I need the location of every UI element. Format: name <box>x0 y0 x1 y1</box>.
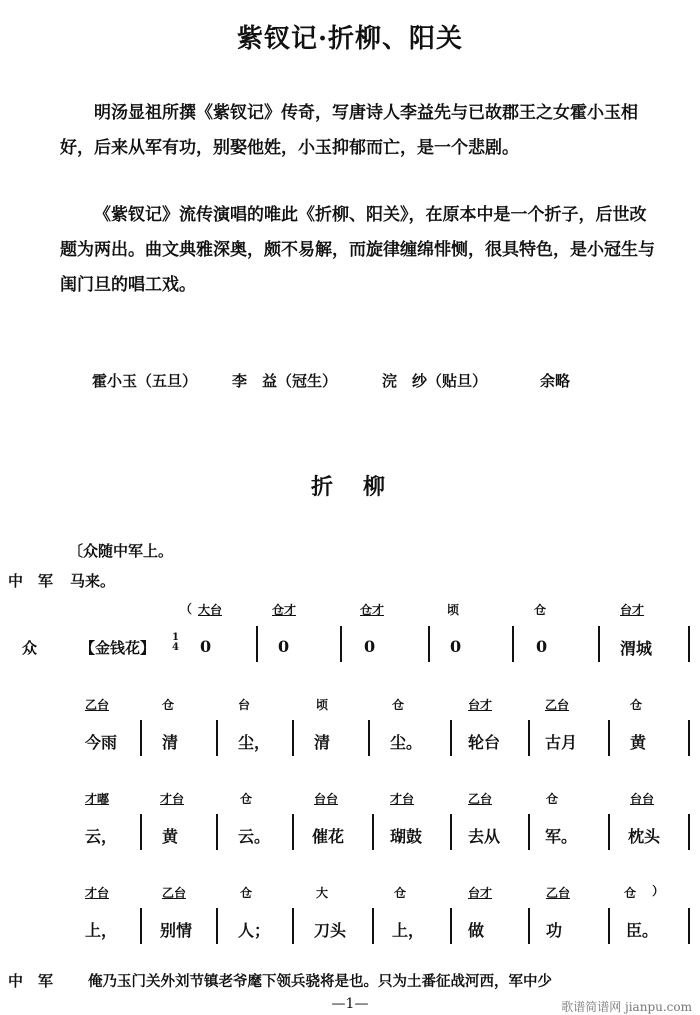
barline <box>368 720 370 756</box>
perc-r2-3: 台 <box>238 698 251 712</box>
time-signature: 1 4 <box>172 632 179 653</box>
perc-r3-4: 台台 <box>314 792 339 806</box>
perc-r2-5: 仓 <box>392 698 405 712</box>
perc-r4-5: 仓 <box>394 886 407 900</box>
barline <box>688 626 690 662</box>
page-title: 紫钗记·折柳、阳关 <box>236 24 464 54</box>
barline <box>688 814 690 850</box>
speech-line-1: 马来。 <box>70 572 116 590</box>
perc-r2-8: 仓 <box>630 698 643 712</box>
lyric-r2-8: 黄 <box>630 733 647 752</box>
perc-r1-5: 仓 <box>534 603 547 617</box>
perc-r2-2: 仓 <box>162 698 175 712</box>
barline <box>256 626 258 662</box>
barline <box>598 626 600 662</box>
perc-r2-7: 乙台 <box>545 698 570 712</box>
section-title: 折 柳 <box>310 474 389 500</box>
barline <box>688 908 690 944</box>
perc-r4-8: 仓 <box>624 886 637 900</box>
tune-name: 【金钱花】 <box>80 639 156 657</box>
barline <box>528 814 530 850</box>
note-r1-4: 0 <box>450 637 462 656</box>
barline <box>140 908 142 944</box>
perc-r3-6: 乙台 <box>468 792 493 806</box>
barline <box>450 720 452 756</box>
barline <box>292 814 294 850</box>
perc-r2-1: 乙台 <box>85 698 110 712</box>
perc-r3-8: 台台 <box>630 792 655 806</box>
page-number: —1— <box>331 996 369 1012</box>
role-chorus: 众 <box>22 639 38 657</box>
lyric-r3-2: 黄 <box>162 827 179 846</box>
perc-r3-3: 仓 <box>240 792 253 806</box>
lyric-r3-7: 军。 <box>545 827 578 846</box>
lyric-r4-2: 别情 <box>160 921 193 940</box>
lyric-r2-6: 轮台 <box>468 733 501 752</box>
role-label-2: 中 军 <box>8 972 54 990</box>
perc-r4-6: 台才 <box>468 886 493 900</box>
lyric-r4-7: 功 <box>546 921 563 940</box>
note-r1-5: 0 <box>536 637 548 656</box>
barline <box>292 908 294 944</box>
barline <box>140 720 142 756</box>
lyric-r4-5: 上， <box>392 921 425 940</box>
lyric-r4-6: 做 <box>468 921 485 940</box>
barline <box>688 720 690 756</box>
role-label-1: 中 军 <box>8 572 54 590</box>
perc-r3-5: 才台 <box>390 792 415 806</box>
barline <box>608 720 610 756</box>
lyric-r3-3: 云。 <box>238 827 271 846</box>
intro-paragraph-1: 明汤显祖所撰《紫钗记》传奇，写唐诗人李益先与已故郡王之女霍小玉相好，后来从军有功，别娶他姓，小玉抑郁而亡，是一个悲剧。 <box>60 103 638 158</box>
paren-open: （ <box>180 602 193 616</box>
barline <box>216 814 218 850</box>
perc-r3-1: 才嘟 <box>85 792 110 806</box>
perc-r1-3: 仓才 <box>360 603 385 617</box>
barline <box>372 814 374 850</box>
lyric-r2-5: 尘。 <box>390 733 423 752</box>
lyric-r2-2: 清 <box>162 733 179 752</box>
perc-r4-7: 乙台 <box>546 886 571 900</box>
perc-r2-4: 顷 <box>316 698 329 712</box>
watermark: 歌谱简谱网 jianpu.com <box>561 1000 692 1014</box>
lyric-r2-3: 尘， <box>238 733 271 752</box>
barline <box>528 908 530 944</box>
perc-r4-1: 才台 <box>85 886 110 900</box>
barline <box>372 908 374 944</box>
barline <box>216 720 218 756</box>
note-r1-2: 0 <box>278 637 290 656</box>
barline <box>450 908 452 944</box>
cast-others: 余略 <box>540 372 571 390</box>
lyric-r4-8: 臣。 <box>626 921 659 940</box>
barline <box>216 908 218 944</box>
lyric-r4-1: 上， <box>85 921 118 940</box>
barline <box>450 814 452 850</box>
perc-r4-3: 仓 <box>240 886 253 900</box>
note-r1-1: 0 <box>200 637 212 656</box>
perc-r1-1: 大台 <box>198 603 223 617</box>
perc-r2-6: 台才 <box>468 698 493 712</box>
cast-li-yi: 李 益（冠生） <box>232 372 338 390</box>
barline <box>512 626 514 662</box>
lyric-r2-1: 今雨 <box>85 733 118 752</box>
lyric-r2-4: 清 <box>314 733 331 752</box>
barline <box>608 908 610 944</box>
barline <box>140 814 142 850</box>
stage-direction: 〔众随中军上。 <box>68 542 174 560</box>
barline <box>340 626 342 662</box>
speech-line-2: 俺乃玉门关外刘节镇老爷麾下领兵骁将是也。只为土番征战河西，军中少 <box>88 973 552 990</box>
lyric-r2-7: 古月 <box>545 733 578 752</box>
perc-r4-4: 大 <box>316 886 329 900</box>
lyric-r3-4: 催花 <box>312 827 345 846</box>
perc-r1-4: 顷 <box>447 603 460 617</box>
perc-r3-7: 仓 <box>546 792 559 806</box>
cast-huan-sha: 浣 纱（贴旦） <box>382 372 488 390</box>
perc-r3-2: 才台 <box>160 792 185 806</box>
lyric-r3-5: 瑚鼓 <box>390 827 423 846</box>
lyric-r3-1: 云， <box>85 827 118 846</box>
cast-huo-xiaoyu: 霍小玉（五旦） <box>92 372 198 390</box>
lyric-r3-8: 枕头 <box>628 827 661 846</box>
lyric-r3-6: 去从 <box>468 827 501 846</box>
perc-r4-2: 乙台 <box>162 886 187 900</box>
perc-r1-2: 仓才 <box>272 603 297 617</box>
lyric-r4-3: 人； <box>238 921 271 940</box>
barline <box>292 720 294 756</box>
lyric-r1-end: 渭城 <box>620 639 653 658</box>
barline <box>528 720 530 756</box>
barline <box>428 626 430 662</box>
perc-r1-6: 台才 <box>620 603 645 617</box>
intro-paragraph-2: 《紫钗记》流传演唱的唯此《折柳、阳关》，在原本中是一个折子，后世改题为两出。曲文典雅深奥，颇不易解，而旋律缠绵悱恻，很具特色，是小冠生与闺门旦的唱工戏。 <box>60 205 655 295</box>
barline <box>608 814 610 850</box>
note-r1-3: 0 <box>364 637 376 656</box>
paren-close: ） <box>652 884 665 898</box>
lyric-r4-4: 刀头 <box>314 921 347 940</box>
